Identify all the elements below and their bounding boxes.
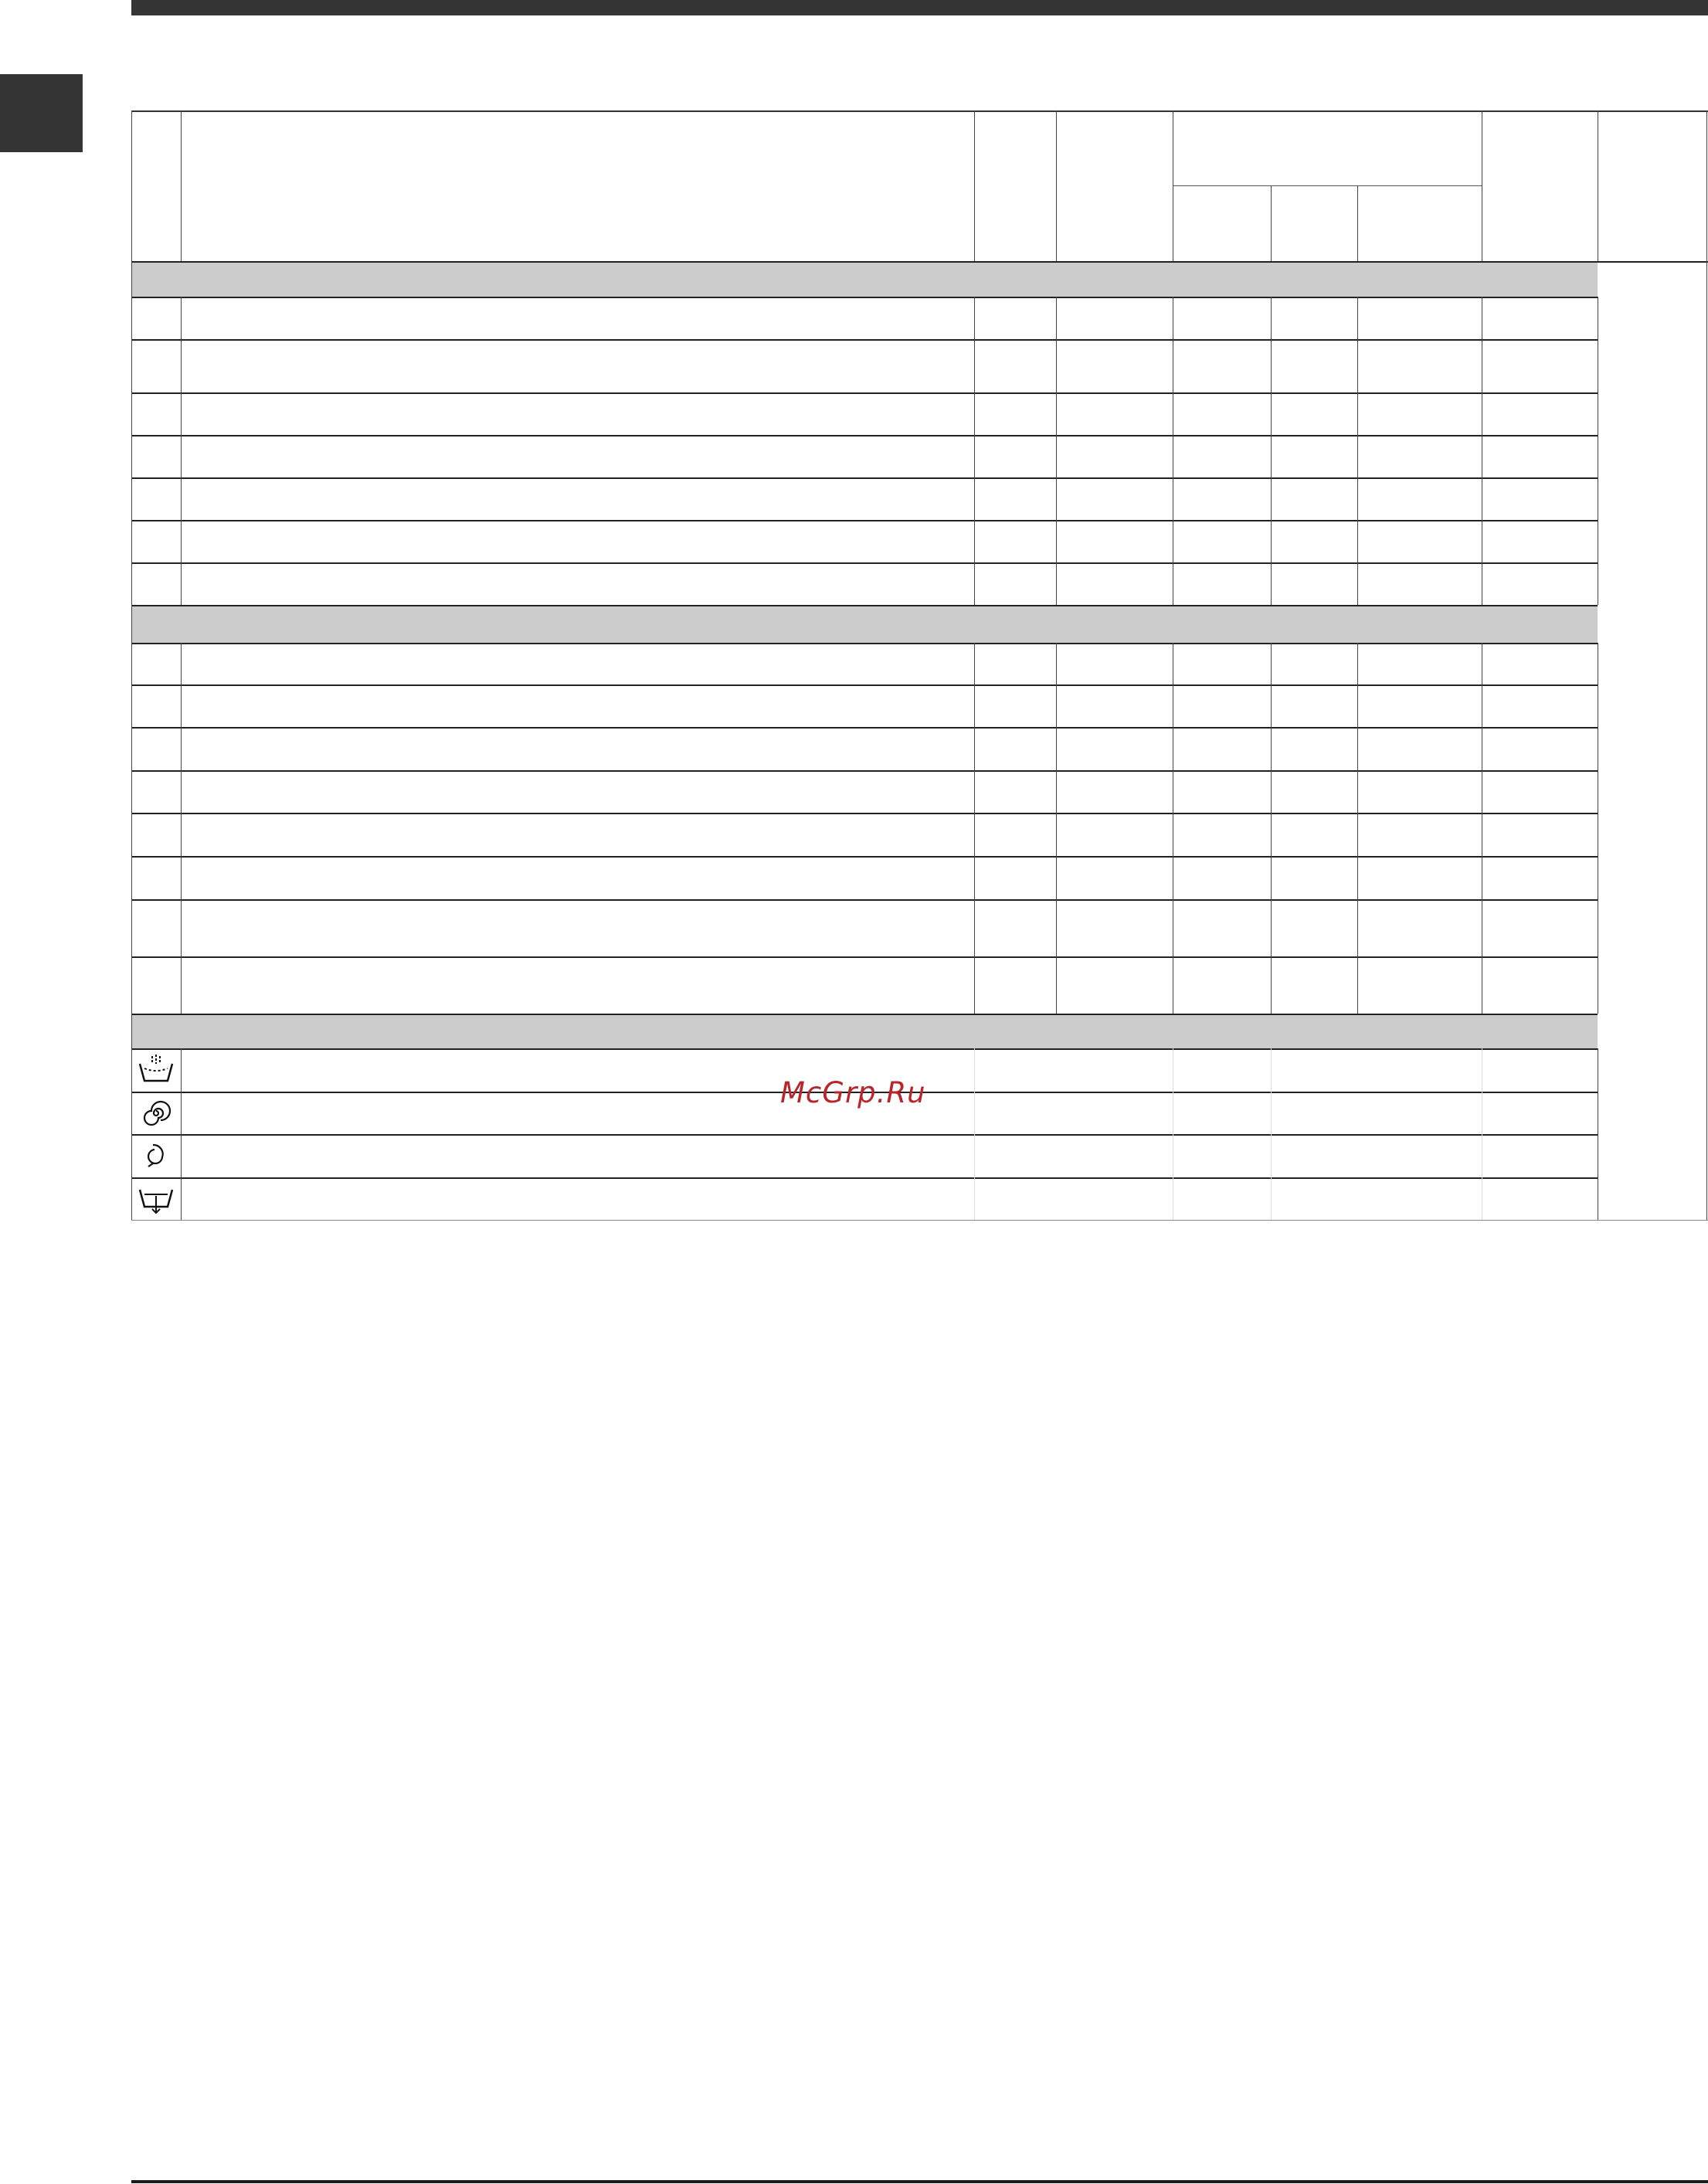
table-right-rule (1706, 261, 1707, 1220)
section-header-band (131, 1015, 1598, 1048)
watermark-text: McGrp.Ru (780, 1076, 926, 1109)
table-top-rule (131, 110, 1708, 112)
table-rule (131, 339, 1598, 341)
table-rule (131, 1134, 1598, 1136)
delicate-spin-icon (141, 1140, 171, 1174)
table-rule (131, 297, 1598, 298)
table-rule (131, 1177, 1598, 1179)
table-rule (131, 435, 1598, 436)
table-column-rule (974, 297, 975, 605)
table-bottom-rule (131, 1220, 1708, 1221)
section-header-band (131, 606, 1598, 643)
bottom-rule (131, 2180, 1708, 2183)
table-rule (131, 1014, 1598, 1015)
table-rule (131, 643, 1598, 644)
table-rule (131, 562, 1598, 564)
section-header-band (131, 263, 1598, 297)
table-rule (131, 684, 1598, 686)
table-left-rule (131, 261, 132, 1220)
table-rule (131, 956, 1598, 958)
table-column-rule (181, 297, 182, 605)
header-column-rule (1271, 185, 1272, 261)
table-rule (131, 856, 1598, 858)
table-rule (131, 520, 1598, 521)
table-column-rule (1056, 297, 1057, 605)
table-column-rule (974, 643, 975, 1014)
table-column-rule (1271, 643, 1272, 1014)
table-rule (131, 605, 1598, 606)
table-rule (131, 392, 1598, 394)
table-rule (131, 727, 1598, 729)
table-column-rule (1271, 1048, 1272, 1220)
header-column-rule (1706, 110, 1707, 261)
table-column-rule (974, 1048, 975, 1220)
header-column-rule (131, 110, 132, 261)
table-rule (131, 477, 1598, 479)
table-column-rule (181, 643, 182, 1014)
table-rule (131, 1048, 1598, 1050)
table-rule (131, 770, 1598, 772)
table-rule (131, 813, 1598, 814)
header-column-rule (1357, 185, 1358, 261)
table-column-rule (181, 1048, 182, 1220)
header-subdivider (1173, 185, 1482, 186)
table-rule (131, 899, 1598, 901)
table-column-rule (1357, 643, 1358, 1014)
table-column-rule (1271, 297, 1272, 605)
drain-basin-icon (137, 1184, 175, 1218)
header-column-rule (1056, 110, 1057, 261)
rinse-basin-icon (137, 1055, 175, 1089)
table-column-rule (1357, 297, 1358, 605)
spin-spiral-icon (141, 1098, 171, 1132)
table-column-rule (1056, 643, 1057, 1014)
header-column-rule (974, 110, 975, 261)
header-column-rule (181, 110, 182, 261)
